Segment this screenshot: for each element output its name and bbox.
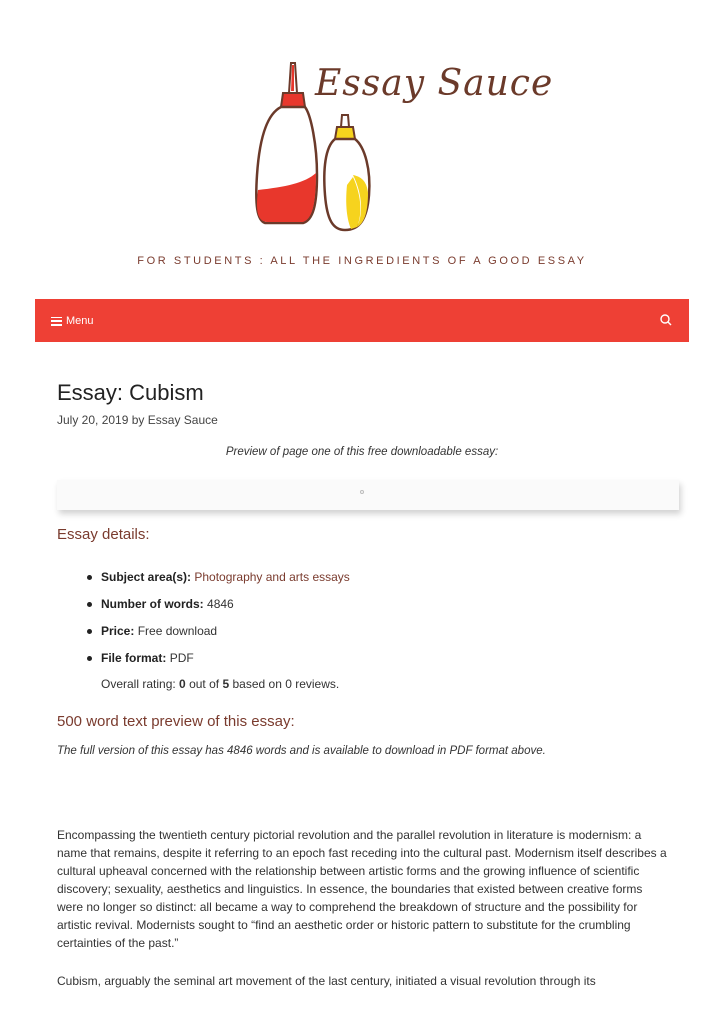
rating-score: 0 xyxy=(179,677,186,691)
rating-suffix: based on 0 reviews. xyxy=(232,677,340,691)
detail-value: PDF xyxy=(169,651,194,665)
rating-prefix: Overall rating: xyxy=(101,677,176,691)
detail-label: Price: xyxy=(101,624,135,638)
post-by: by xyxy=(131,413,145,427)
essay-paragraph: Encompassing the twentieth century pictorial revolution and the parallel revolution in literature is modernism: a name that remains, despite it referring to an epoch fast receding into the cultural past. Modernism itself describes a cultural upheaval concerned with the relationship between artistic forms and the growing influence of scientific discovery; sexuality, aesthetics and linguistics. In essence, the boundaries that existed between creative forms were no longer so distinct: all became a way to comprehend the breakdown of structure and the possibility for artistic revival. Modernists sought to “find an aesthetic order or historic pattern to substitute for the crumbling certainties of the past.” xyxy=(57,828,667,950)
rating-max: 5 xyxy=(222,677,230,691)
list-item xyxy=(87,622,350,649)
post-author[interactable]: Essay Sauce xyxy=(147,413,218,427)
essay-details-heading: Essay details: xyxy=(57,526,150,543)
menu-button[interactable] xyxy=(51,312,94,330)
essay-paragraph: Cubism, arguably the seminal art movement of the last century, initiated a visual revolution through its xyxy=(57,974,596,988)
full-version-note: The full version of this essay has 4846 words and is available to download in PDF format above. xyxy=(57,745,546,757)
detail-label: File format: xyxy=(101,651,167,665)
rating-out-of: out of xyxy=(189,677,220,691)
list-item xyxy=(87,595,350,622)
page-title: Essay: Cubism xyxy=(57,380,204,405)
overall-rating xyxy=(101,677,339,691)
detail-label: Number of words: xyxy=(101,597,204,611)
hamburger-icon xyxy=(51,317,62,326)
main-navigation xyxy=(35,299,689,342)
search-button[interactable] xyxy=(658,312,674,328)
list-item xyxy=(87,568,350,595)
site-logo[interactable] xyxy=(0,55,724,240)
subject-area-link[interactable]: Photography and arts essays xyxy=(194,570,350,584)
site-tagline: FOR STUDENTS : ALL THE INGREDIENTS OF A GOOD ESSAY xyxy=(137,255,587,267)
preview-caption: Preview of page one of this free downloadable essay: xyxy=(225,446,499,458)
detail-value: Free download xyxy=(137,624,218,638)
detail-label: Subject area(s): xyxy=(101,570,192,584)
menu-label: Menu xyxy=(66,315,94,327)
list-item xyxy=(87,649,350,676)
post-date[interactable]: July 20, 2019 xyxy=(57,413,129,427)
loading-indicator-icon xyxy=(360,490,364,494)
search-icon xyxy=(658,312,674,328)
post-meta xyxy=(57,413,218,427)
essay-details-list xyxy=(87,568,350,676)
text-preview-heading: 500 word text preview of this essay: xyxy=(57,713,295,730)
document-preview-frame[interactable] xyxy=(57,480,679,510)
logo-wordmark: Essay Sauce xyxy=(315,63,554,104)
detail-value: 4846 xyxy=(207,597,234,611)
